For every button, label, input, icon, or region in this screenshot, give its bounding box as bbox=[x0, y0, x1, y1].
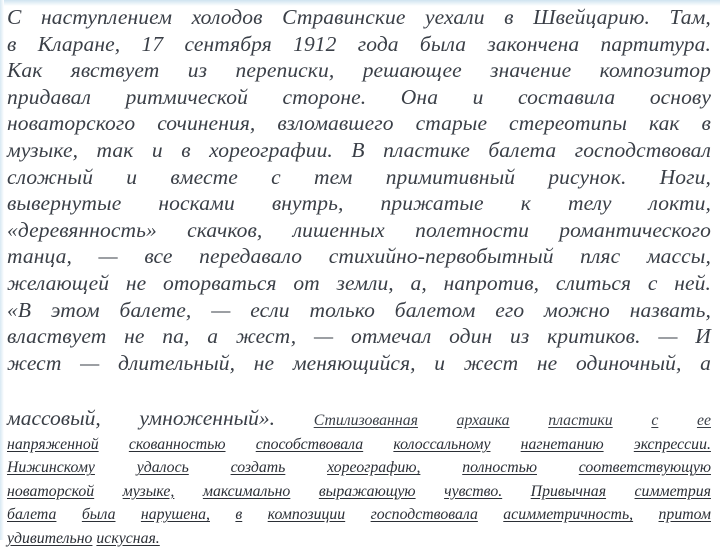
word: па, bbox=[162, 324, 190, 349]
word: создать bbox=[230, 459, 286, 477]
word: балета bbox=[7, 506, 57, 524]
small-line bbox=[7, 480, 711, 503]
word: романтического bbox=[559, 217, 711, 242]
word: способствовала bbox=[255, 436, 364, 453]
word: внутрь, bbox=[271, 191, 344, 216]
paragraph-line bbox=[7, 31, 711, 58]
word: а bbox=[700, 350, 711, 375]
word: с bbox=[647, 270, 658, 295]
word: Как bbox=[7, 58, 43, 83]
word: асимметричность, bbox=[503, 506, 634, 524]
word: была bbox=[81, 506, 116, 524]
word: экспрессии. bbox=[633, 436, 711, 453]
word: придавал bbox=[7, 84, 91, 109]
word: длительный, bbox=[117, 350, 236, 375]
word: рисунок. bbox=[548, 164, 627, 189]
word: властвует bbox=[7, 324, 107, 349]
word: балете, bbox=[119, 297, 192, 322]
word: нарушена, bbox=[140, 506, 210, 524]
word: желающей bbox=[7, 270, 110, 295]
underlined-word: Стилизованная bbox=[313, 412, 418, 429]
word: И bbox=[695, 324, 711, 349]
word: года bbox=[357, 31, 399, 56]
word: из bbox=[187, 58, 208, 83]
word: танца, bbox=[7, 244, 72, 269]
word: критиков. bbox=[547, 324, 641, 349]
word: полностью bbox=[462, 459, 537, 477]
word: земли, bbox=[336, 270, 394, 295]
word: в bbox=[504, 5, 514, 29]
word: от bbox=[293, 270, 320, 295]
word: в bbox=[7, 31, 17, 56]
word: можно bbox=[544, 297, 610, 322]
word: решающее bbox=[362, 58, 462, 83]
word: новаторского bbox=[7, 111, 136, 136]
word: а bbox=[207, 324, 219, 349]
word: напротив, bbox=[443, 270, 540, 295]
word: и bbox=[126, 164, 138, 189]
word: ней. bbox=[674, 270, 711, 295]
word: а, bbox=[410, 270, 427, 295]
word: составила bbox=[518, 84, 616, 109]
word: новаторской bbox=[7, 482, 95, 500]
word: один bbox=[449, 324, 493, 349]
word: взломавшего bbox=[277, 111, 394, 136]
word: — bbox=[98, 244, 118, 269]
word: и bbox=[151, 137, 163, 162]
word: в bbox=[181, 137, 191, 162]
underlined-word: пластики bbox=[548, 412, 613, 429]
paragraph-line bbox=[7, 270, 711, 297]
word: соответствующую bbox=[578, 459, 711, 477]
word: стереотипы bbox=[509, 111, 628, 136]
word: С bbox=[7, 5, 22, 29]
word: жест bbox=[463, 350, 519, 375]
paragraph-line bbox=[7, 350, 711, 377]
word: симметрия bbox=[634, 482, 711, 500]
word: 1912 bbox=[293, 31, 337, 56]
word: нагнетанию bbox=[520, 436, 604, 453]
small-line bbox=[7, 527, 711, 550]
paragraph-line bbox=[7, 190, 711, 217]
word: не bbox=[253, 350, 275, 375]
word: явствует bbox=[70, 58, 160, 83]
word: музыке, bbox=[122, 482, 175, 500]
word: одиночный, bbox=[575, 350, 682, 375]
word: Швейцарию. bbox=[533, 5, 650, 29]
word: слиться bbox=[555, 270, 632, 295]
word: сложный bbox=[7, 164, 94, 189]
word: с bbox=[271, 164, 281, 189]
word: носками bbox=[158, 191, 235, 216]
paragraph-line bbox=[7, 84, 711, 111]
word: скачков, bbox=[187, 217, 263, 242]
word: из bbox=[510, 324, 530, 349]
word: — bbox=[80, 350, 100, 375]
left-shade bbox=[0, 0, 4, 540]
word: господствовала bbox=[370, 506, 478, 524]
word: музыке, bbox=[7, 137, 79, 162]
word: в bbox=[235, 506, 243, 524]
underlined-word: архаика bbox=[456, 412, 510, 429]
paragraph-line bbox=[7, 297, 711, 324]
word: локти, bbox=[648, 191, 711, 216]
word: если bbox=[250, 297, 290, 322]
word: максимально bbox=[202, 482, 291, 500]
word: партитура. bbox=[600, 31, 711, 56]
word: балетом bbox=[394, 297, 476, 322]
word: не bbox=[536, 350, 558, 375]
word: стороне. bbox=[282, 84, 367, 109]
word: закончена bbox=[487, 31, 580, 56]
word: стихийно-первобытный bbox=[328, 244, 554, 269]
word: Она bbox=[400, 84, 439, 109]
word: балета bbox=[488, 137, 557, 162]
word: все bbox=[144, 244, 173, 269]
word: сочинения, bbox=[157, 111, 256, 136]
word: его bbox=[495, 297, 525, 322]
word: к bbox=[520, 191, 531, 216]
word: оторваться bbox=[163, 270, 277, 295]
word: — bbox=[211, 297, 231, 322]
word: тем bbox=[313, 164, 353, 189]
word: холодов bbox=[191, 5, 263, 29]
word: пластике bbox=[383, 137, 470, 162]
word: — bbox=[314, 324, 334, 349]
word: была bbox=[419, 31, 467, 56]
word: только bbox=[309, 297, 375, 322]
paragraph-line bbox=[7, 4, 711, 31]
word: удивительно bbox=[7, 529, 93, 547]
paragraph-line bbox=[7, 243, 711, 270]
underlined-word: ее bbox=[696, 412, 711, 429]
word: телу bbox=[567, 191, 612, 216]
underlined-paragraph bbox=[7, 433, 711, 550]
word: скованностью bbox=[128, 436, 226, 453]
paragraph-line bbox=[7, 217, 711, 244]
word: отмечал bbox=[351, 324, 432, 349]
word: значение bbox=[490, 58, 572, 83]
word: массовый, bbox=[7, 406, 101, 430]
word: Привычная bbox=[530, 482, 607, 500]
word: Стравинские bbox=[282, 5, 406, 29]
word: композитор bbox=[599, 58, 711, 83]
word: переписки, bbox=[235, 58, 335, 83]
underlined-word: с bbox=[651, 412, 659, 429]
word: господствовал bbox=[574, 137, 711, 162]
small-line bbox=[7, 433, 711, 456]
word: назвать, bbox=[629, 297, 711, 322]
word: не bbox=[124, 324, 145, 349]
word: вместе bbox=[170, 164, 238, 189]
word: не bbox=[125, 270, 147, 295]
main-paragraph bbox=[7, 4, 711, 376]
word: вывернутые bbox=[7, 191, 122, 216]
word: хореографию, bbox=[327, 459, 421, 477]
paragraph-line bbox=[7, 137, 711, 164]
word: примитивный bbox=[385, 164, 516, 189]
word: «В bbox=[7, 297, 32, 322]
word: Нижинскому bbox=[7, 459, 95, 477]
word: — bbox=[658, 324, 678, 349]
word: наступлением bbox=[40, 5, 173, 29]
word: чувство. bbox=[444, 482, 503, 500]
word: и bbox=[434, 350, 446, 375]
word: так bbox=[96, 137, 134, 162]
word: жест, bbox=[235, 324, 297, 349]
word: Кларане, bbox=[37, 31, 121, 56]
word: в bbox=[701, 111, 711, 136]
word: притом bbox=[658, 506, 711, 524]
word: искусная. bbox=[96, 529, 160, 547]
word: прижатые bbox=[380, 191, 484, 216]
small-line bbox=[7, 503, 711, 526]
word: жест bbox=[7, 350, 62, 375]
word: и bbox=[472, 84, 484, 109]
word: В bbox=[351, 137, 365, 162]
paragraph-line bbox=[7, 57, 711, 84]
word: основу bbox=[649, 84, 711, 109]
word: меняющийся, bbox=[292, 350, 416, 375]
paragraph-line bbox=[7, 323, 711, 350]
word: сентября bbox=[184, 31, 272, 56]
word: пляс bbox=[580, 244, 621, 269]
word: умноженный». bbox=[139, 406, 276, 430]
word: «деревянность» bbox=[7, 217, 157, 242]
word: лишенных bbox=[292, 217, 385, 242]
word: передавало bbox=[199, 244, 303, 269]
paragraph-line bbox=[7, 164, 711, 191]
word: композиции bbox=[267, 506, 346, 524]
word: старые bbox=[415, 111, 488, 136]
word: Там, bbox=[669, 5, 711, 29]
word: 17 bbox=[141, 31, 164, 56]
word: хореографии. bbox=[209, 137, 333, 162]
word: уехали bbox=[425, 5, 485, 29]
word: колоссальному bbox=[393, 436, 491, 453]
word: напряженной bbox=[7, 436, 99, 453]
word: как bbox=[648, 111, 680, 136]
word: массы, bbox=[646, 244, 711, 269]
word: полетности bbox=[415, 217, 529, 242]
word: этом bbox=[50, 297, 100, 322]
word: выражающую bbox=[318, 482, 416, 500]
small-line bbox=[7, 456, 711, 479]
mixed-line bbox=[7, 406, 711, 432]
word: ритмической bbox=[125, 84, 248, 109]
word: удалось bbox=[136, 459, 189, 477]
word: Ноги, bbox=[659, 164, 711, 189]
paragraph-line bbox=[7, 110, 711, 137]
